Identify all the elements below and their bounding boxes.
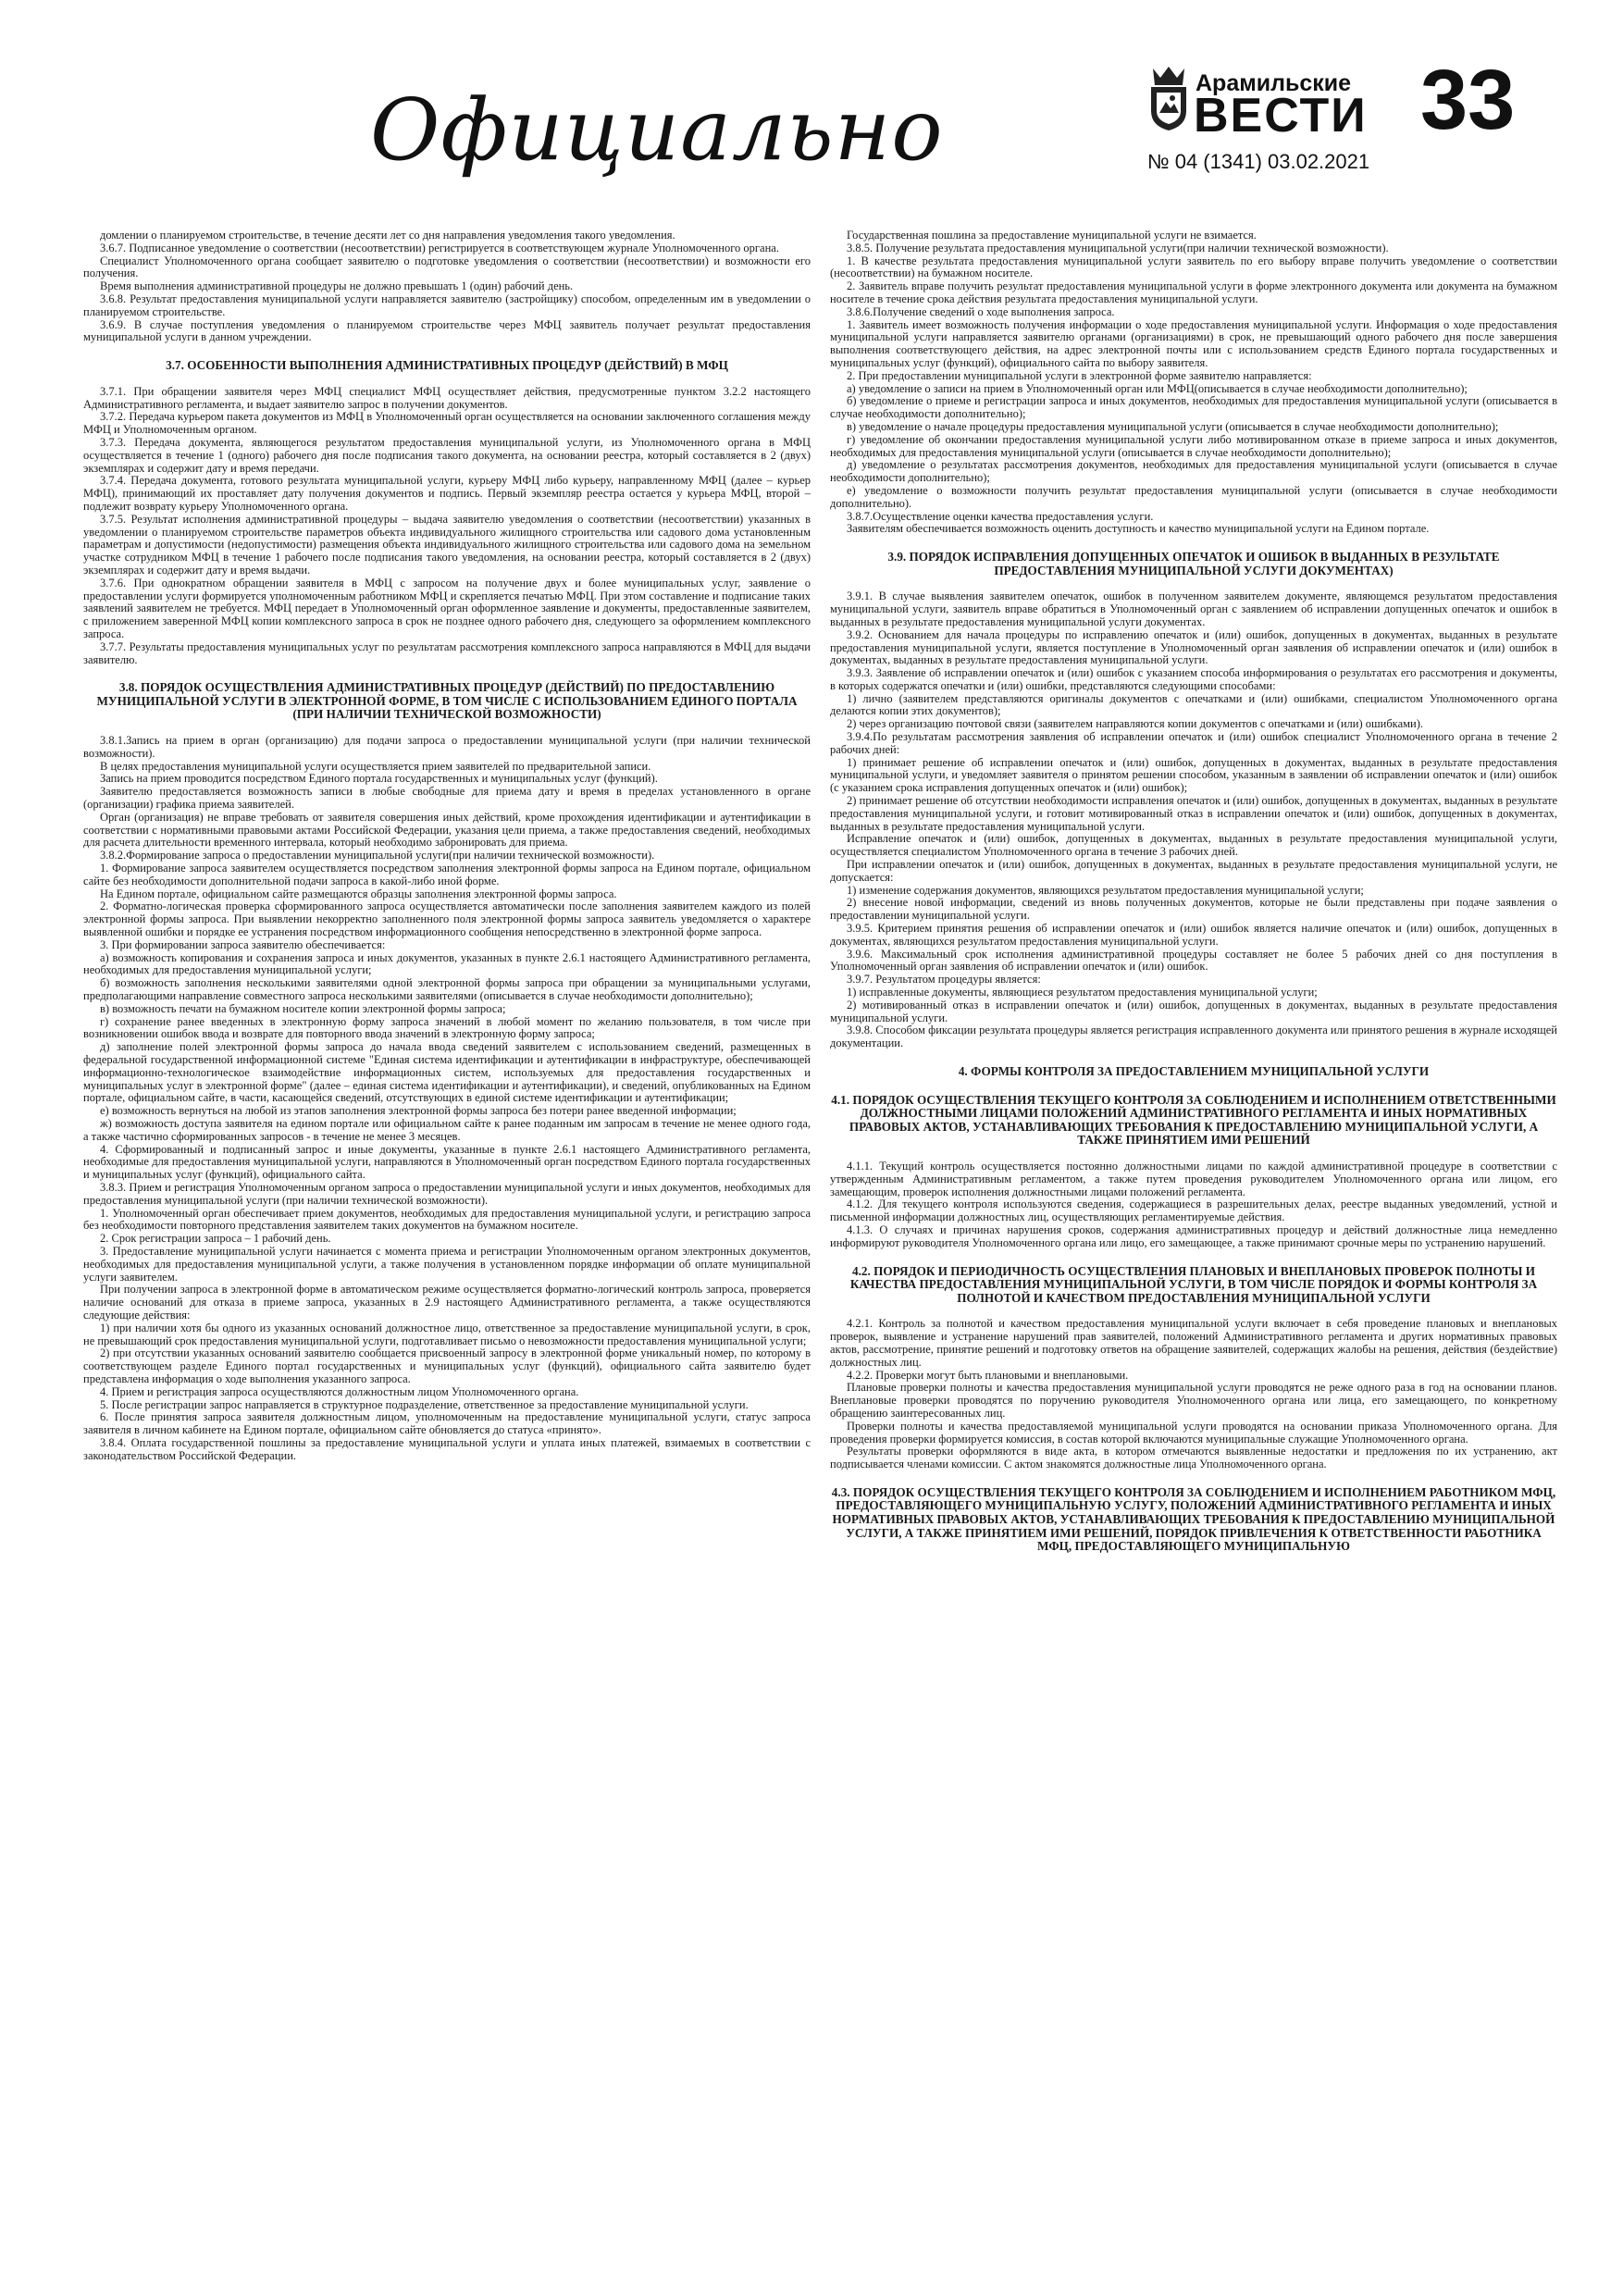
paragraph: 3.7.3. Передача документа, являющегося результатом предоставления муниципальной услуги, из Уполномоченного органа в МФЦ осуществляется в течение 1 (одного) рабочего дня после подписания такого документа, на основании реестра, который составляется в 2 (двух) экземплярах и содержит дату и время передачи. (83, 435, 811, 475)
paragraph: 1) принимает решение об исправлении опечаток и (или) ошибок, допущенных в документах, выданных в результате предоставления муниципальной услуги, и уведомляет заявителя о принятом решении способом, указанным в заявлении об исправлении опечаток и (или) ошибок (с указанием срока исправления допущенных опечаток и (или) ошибок); (830, 755, 1557, 795)
paragraph: 1. Уполномоченный орган обеспечивает прием документов, необходимых для предоставления муниципальной услуги, и регистрацию запроса без необходимости повторного представления заявителем таких документов на бумажном носителе. (83, 1206, 811, 1233)
paragraph: Время выполнения административной процедуры не должно превышать 1 (один) рабочий день. (100, 279, 574, 293)
paragraph: 3.9.8. Способом фиксации результата процедуры является регистрация исправленного документа или принятого решения в журнале исходящей документации. (830, 1024, 1557, 1050)
paragraph: Орган (организация) не вправе требовать от заявителя совершения иных действий, кроме прохождения идентификации и аутентификации в соответствии с нормативными правовыми актами Российской Федерации, указания цели приема, а также предоставления сведений, необходимых для расчета длительности временного интервала, который необходимо забронировать для приема. (83, 810, 811, 850)
paragraph: 3.8.5. Получение результата предоставления муниципальной услуги(при наличии технической возможности). (847, 241, 1389, 254)
section-heading: 3.7. ОСОБЕННОСТИ ВЫПОЛНЕНИЯ АДМИНИСТРАТИВНЫХ ПРОЦЕДУР (ДЕЙСТВИЙ) В МФЦ (166, 358, 728, 373)
paragraph: 2. Заявитель вправе получить результат предоставления муниципальной услуги в форме электронного документа или документа на бумажном носителе в течение срока действия результата предоставления муниципальной услуги. (830, 279, 1557, 305)
paragraph: 3.8.3. Прием и регистрация Уполномоченным органом запроса о предоставлении муниципальной услуги и иных документов, необходимых для предоставления муниципальной услуги (при наличии технической возможности). (83, 1180, 811, 1207)
paragraph: В целях предоставления муниципальной услуги осуществляется прием заявителей по предварительной записи. (100, 759, 651, 773)
paragraph: 3.9.2. Основанием для начала процедуры по исправлению опечаток и (или) ошибок, допущенных в документах, выданных в результате предоставления муниципальной услуги, является поступление в Уполномоченный орган заявления об исправлении опечаток и (или) ошибок в документах, выданных в результате предоставления муниципальной услуги. (830, 627, 1557, 667)
paragraph: 4.2.1. Контроль за полнотой и качеством предоставления муниципальной услуги включает в себя проведение плановых и внеплановых проверок, выявление и устранение нарушений прав заявителей, положений Административного регламента и других нормативных правовых актов, рассмотрение, принятие решений и подготовку ответов на обращение заявителей, содержащих жалобы на решения, действия (бездействие) должностных лиц. (830, 1317, 1557, 1369)
paragraph: в) возможность печати на бумажном носителе копии электронной формы запроса; (100, 1001, 506, 1015)
paragraph: 4.1.2. Для текущего контроля используются сведения, содержащиеся в разрешительных делах, реестре выданных уведомлений, устной и письменной информации должностных лиц, осуществляющих регламентируемые действия. (830, 1198, 1557, 1224)
paragraph: д) заполнение полей электронной формы запроса до начала ввода сведений заявителем с использованием сведений, размещенных в федеральной государственной информационной системе "Единая система идентификации и аутентификации в инфраструктуре, обеспечивающей информационно-технологическое взаимодействие информационных систем, используемых для предоставления государственных и муниципальных услуг в электронной форме" (далее – единая система идентификации и аутентификации), и сведений, опубликованных на Едином портале, официальном сайте, в части, касающейся сведений, отсутствующих в единой системе идентификации и аутентификации; (83, 1040, 811, 1105)
issue-number: № 04 (1341) 03.02.2021 (1147, 150, 1370, 173)
paragraph: На Едином портале, официальном сайте размещаются образцы заполнения электронной формы запроса. (100, 887, 617, 900)
paragraph: 4.1.1. Текущий контроль осуществляется постоянно должностными лицами по каждой административной процедуре в соответствии с утвержденным Административным регламентом, а также путем проведения руководителем Уполномоченного органа или лицом, его замещающим, проверок исполнения должностными лицами положений регламента. (830, 1159, 1557, 1198)
paragraph: д) уведомление о результатах рассмотрения документов, необходимых для предоставления муниципальной услуги (описывается в случае необходимости дополнительно); (830, 458, 1557, 485)
logo-subtitle: Арамильские (1196, 70, 1352, 96)
paragraph: 3.9.3. Заявление об исправлении опечаток и (или) ошибок с указанием способа информирования о результатах его рассмотрения и документы, в которых содержатся опечатки и (или) ошибки, представляются следующими способами: (830, 666, 1557, 692)
section-title: Официально (370, 81, 944, 180)
paragraph: 3.8.2.Формирование запроса о предоставлении муниципальной услуги(при наличии технической возможности). (100, 849, 655, 863)
paragraph: 3.6.7. Подписанное уведомление о соответствии (несоответствии) регистрируется в соответствующем журнале Уполномоченного органа. (100, 241, 779, 254)
paragraph: 3. Предоставление муниципальной услуги начинается с момента приема и регистрации Уполномоченным органом электронных документов, необходимых для предоставления муниципальной услуги, а также получения в установленном порядке информации об оплате муниципальной услуги заявителем. (83, 1244, 811, 1284)
paragraph: 2) внесение новой информации, сведений из вновь полученных документов, которые не были представлены при подаче заявления о предоставлении муниципальной услуги. (830, 896, 1557, 923)
right-text-column (830, 230, 1557, 2286)
paragraph: е) уведомление о возможности получить результат предоставления муниципальной услуги (описывается в случае необходимости дополнительно). (830, 483, 1557, 510)
newspaper-logo (1147, 65, 1369, 178)
paragraph: 2) через организацию почтовой связи (заявителем направляются копии документов с опечатками и (или) ошибками). (847, 717, 1424, 731)
paragraph: 2. Срок регистрации запроса – 1 рабочий день. (100, 1232, 331, 1246)
section-heading: 4.1. ПОРЯДОК ОСУЩЕСТВЛЕНИЯ ТЕКУЩЕГО КОНТРОЛЯ ЗА СОБЛЮДЕНИЕМ И ИСПОЛНЕНИЕМ ОТВЕТСТВЕННЫМИ ДОЛЖНОСТНЫМИ ЛИЦАМИ ПОЛОЖЕНИЙ АДМИНИСТРАТИВНОГО РЕГЛАМЕНТА И ИНЫХ НОРМАТИВНЫХ ПРАВОВЫХ АКТОВ, УСТАНАВЛИВАЮЩИХ ТРЕБОВАНИЯ К ПРЕДОСТАВЛЕНИЮ МУНИЦИПАЛЬНОЙ УСЛУГИ, А ТАКЖЕ ПРИНЯТИЕМ ИМИ РЕШЕНИЙ (831, 1092, 1556, 1148)
paragraph: 4.2.2. Проверки могут быть плановыми и внеплановыми. (847, 1368, 1129, 1382)
paragraph: 6. После принятия запроса заявителя должностным лицом, уполномоченным на предоставление муниципальной услуги, статус запроса заявителя в личном кабинете на Едином портале, официальном сайте обновляется до статуса «принято». (83, 1410, 811, 1437)
paragraph: Запись на прием проводится посредством Единого портала государственных и муниципальных услуг (функций). (100, 772, 658, 786)
paragraph: 3.8.6.Получение сведений о ходе выполнения запроса. (847, 304, 1115, 318)
paragraph: При получении запроса в электронной форме в автоматическом режиме осуществляется форматно-логический контроль запроса, проверяется наличие оснований для отказа в приеме запроса, указанных в 2.9 настоящего Административного регламента, а также осуществляются следующие действия: (83, 1283, 811, 1322)
paragraph: 2) мотивированный отказ в исправлении опечаток и (или) ошибок, допущенных в документах, выданных в результате предоставления муниципальной услуги. (830, 998, 1557, 1024)
paragraph: 3.7.4. Передача документа, готового результата муниципальной услуги, курьеру МФЦ либо курьеру, направленному МФЦ (далее – курьер МФЦ), принимающий их проставляет дату получения документов и подпись. Первый экземпляр реестра остается у курьера МФЦ, второй – подлежит возврату курьеру Уполномоченного органа. (83, 474, 811, 513)
paragraph: г) уведомление об окончании предоставления муниципальной услуги либо мотивированном отказе в приеме запроса и иных документов, необходимых для предоставления муниципальной услуги (описывается в случае необходимости дополнительно); (830, 432, 1557, 459)
paragraph: е) возможность вернуться на любой из этапов заполнения электронной формы запроса без потери ранее введенной информации; (100, 1104, 737, 1118)
page-number: 33 (1420, 53, 1516, 147)
paragraph: 1) при наличии хотя бы одного из указанных оснований должностное лицо, ответственное за предоставление муниципальной услуги, в срок, не превышающий срок предоставления муниципальной услуги, подготавливает письмо о невозможности предоставления муниципальной услуги; (83, 1321, 811, 1347)
paragraph: Результаты проверки оформляются в виде акта, в котором отмечаются выявленные недостатки и предложения по их устранению, акт подписывается членами комиссии. С актом знакомятся должностные лица Уполномоченного органа. (830, 1445, 1557, 1471)
paragraph: в) уведомление о начале процедуры предоставления муниципальной услуги (описывается в случае необходимости дополнительно); (847, 419, 1499, 433)
paragraph: 3.8.4. Оплата государственной пошлины за предоставление муниципальной услуги и уплата иных платежей, взимаемых в соответствии с законодательством Российской Федерации. (83, 1435, 811, 1462)
paragraph: 1. Заявитель имеет возможность получения информации о ходе предоставления муниципальной услуги. Информация о ходе предоставления муниципальной услуги направляется заявителю органами (организациями) в срок, не превышающий одного рабочего дня после завершения выполнения соответствующего действия, на адрес электронной почты или с использованием средств Единого портала государственных и муниципальных услуг (функций), официального сайта по выбору заявителя. (830, 317, 1557, 369)
section-heading: 4.2. ПОРЯДОК И ПЕРИОДИЧНОСТЬ ОСУЩЕСТВЛЕНИЯ ПЛАНОВЫХ И ВНЕПЛАНОВЫХ ПРОВЕРОК ПОЛНОТЫ И КАЧЕСТВА ПРЕДОСТАВЛЕНИЯ МУНИЦИПАЛЬНОЙ УСЛУГИ, В ТОМ ЧИСЛЕ ПОРЯДОК И ФОРМЫ КОНТРОЛЯ ЗА ПОЛНОТОЙ И КАЧЕСТВОМ ПРЕДОСТАВЛЕНИЯ МУНИЦИПАЛЬНОЙ УСЛУГИ (849, 1263, 1538, 1305)
paragraph: 3.7.1. При обращении заявителя через МФЦ специалист МФЦ осуществляет действия, предусмотренные пунктом 3.2.2 настоящего Административного регламента, и выдает заявителю запрос в получении документов. (83, 384, 811, 411)
paragraph: 2) при отсутствии указанных оснований заявителю сообщается присвоенный запросу в электронной форме уникальный номер, по которому в соответствующем разделе Единого портал государственных и муниципальных услуг (функций), официального сайта заявителю будет представлена информация о ходе выполнения указанного запроса. (83, 1347, 811, 1385)
paragraph: Заявителям обеспечивается возможность оценить доступность и качество муниципальной услуги на Едином портале. (847, 522, 1430, 536)
paragraph: Плановые проверки полноты и качества предоставления муниципальной услуги проводятся не реже одного раза в год на основании планов. Внеплановые проверки проводятся по поручению руководителя Уполномоченного органа или лица, его замещающего, по конкретному обращению заинтересованных лиц. (830, 1381, 1557, 1420)
section-heading: 3.9. ПОРЯДОК ИСПРАВЛЕНИЯ ДОПУЩЕННЫХ ОПЕЧАТОК И ОШИБОК В ВЫДАННЫХ В РЕЗУЛЬТАТЕ ПРЕДОСТАВЛЕНИЯ МУНИЦИПАЛЬНОЙ УСЛУГИ ДОКУМЕНТАХ) (887, 550, 1500, 577)
paragraph: а) возможность копирования и сохранения запроса и иных документов, указанных в пункте 2.6.1 настоящего Административного регламента, необходимых для предоставления муниципальной услуги; (83, 950, 811, 977)
paragraph: Специалист Уполномоченного органа сообщает заявителю о подготовке уведомления о соответствии (несоответствии) и возможности его получения. (83, 254, 811, 280)
paragraph: 3.8.1.Запись на прием в орган (организацию) для подачи запроса о предоставлении муниципальной услуги (при наличии технической возможности). (83, 734, 811, 760)
paragraph: 3.9.4.По результатам рассмотрения заявления об исправлении опечаток и (или) ошибок специалист Уполномоченного органа в течение 2 рабочих дней: (830, 730, 1557, 756)
paragraph: 1) изменение содержания документов, являющихся результатом предоставления муниципальной услуги; (847, 883, 1364, 897)
paragraph: При исправлении опечаток и (или) ошибок, допущенных в документах, выданных в результате предоставления муниципальной услуги, не допускается: (830, 858, 1557, 884)
paragraph: 3.9.1. В случае выявления заявителем опечаток, ошибок в полученном заявителем документе, являющемся результатом предоставления муниципальной услуги, заявитель вправе обратиться в Уполномоченный орган с заявлением об исправлении допущенных опечаток и ошибок в выданных в результате предоставления муниципальной услуги документах. (830, 590, 1557, 628)
paragraph: 4. Сформированный и подписанный запрос и иные документы, указанные в пункте 2.6.1 настоящего Административного регламента, необходимые для предоставления муниципальной услуги, направляются в Уполномоченный орган посредством Единого портала государственных и муниципальных услуг (функций), официального сайта. (83, 1142, 811, 1182)
paragraph: 3. При формировании запроса заявителю обеспечивается: (100, 937, 386, 951)
section-heading: 4. ФОРМЫ КОНТРОЛЯ ЗА ПРЕДОСТАВЛЕНИЕМ МУНИЦИПАЛЬНОЙ УСЛУГИ (958, 1064, 1430, 1078)
paragraph: 3.9.7. Результатом процедуры является: (847, 973, 1041, 987)
paragraph: 3.7.5. Результат исполнения административной процедуры – выдача заявителю уведомления о соответствии (несоответствии) указанных в уведомлении о планируемом строительстве параметров объекта индивидуального жилищного строительства или садового дома установленным параметрам и допустимости (недопустимости) размещения объекта индивидуального жилищного строительства или садового дома на земельном участке сотрудником МФЦ в течение 1 рабочего после подписания такого уведомления, на основании реестра, который составляется в 2 (двух) экземплярах и содержит дату и время выдачи. (83, 512, 811, 577)
paragraph: Исправление опечаток и (или) ошибок, допущенных в документах, выданных в результате предоставления муниципальной услуги, осуществляется специалистом Уполномоченного органа в течение 3 рабочих дней. (830, 832, 1557, 859)
paragraph: 3.8.7.Осуществление оценки качества предоставления услуги. (847, 509, 1154, 523)
paragraph: 3.7.7. Результаты предоставления муниципальных услуг по результатам рассмотрения комплексного запроса направляются в МФЦ для выдачи заявителю. (83, 639, 811, 666)
paragraph: 3.9.5. Критерием принятия решения об исправлении опечаток и (или) ошибок является наличие опечаток и (или) ошибок, допущенных в документах, являющихся результатом предоставления муниципальной услуги. (830, 922, 1557, 948)
section-heading: 3.8. ПОРЯДОК ОСУЩЕСТВЛЕНИЯ АДМИНИСТРАТИВНЫХ ПРОЦЕДУР (ДЕЙСТВИЙ) ПО ПРЕДОСТАВЛЕНИЮ МУНИЦИПАЛЬНОЙ УСЛУГИ В ЭЛЕКТРОННОЙ ФОРМЕ, В ТОМ ЧИСЛЕ С ИСПОЛЬЗОВАНИЕМ ЕДИНОГО ПОРТАЛА (ПРИ НАЛИЧИИ ТЕХНИЧЕСКОЙ ВОЗМОЖНОСТИ) (96, 680, 798, 722)
paragraph: 3.9.6. Максимальный срок исполнения административной процедуры составляет не более 5 рабочих дней со дня поступления в Уполномоченный орган заявления об исправлении опечаток и (или) ошибок. (830, 947, 1557, 974)
paragraph: а) уведомление о записи на прием в Уполномоченный орган или МФЦ(описывается в случае необходимости дополнительно); (847, 381, 1468, 395)
paragraph: домлении о планируемом строительстве, в течение десяти лет со дня направления уведомления такого уведомления. (100, 230, 675, 242)
paragraph: 3.7.2. Передача курьером пакета документов из МФЦ в Уполномоченный орган осуществляется на основании заключенного соглашения между МФЦ и Уполномоченным органом. (83, 410, 811, 437)
left-text-column (83, 230, 811, 2286)
paragraph: 2. При предоставлении муниципальной услуги в электронной форме заявителю направляется: (847, 368, 1312, 382)
paragraph: 3.6.9. В случае поступления уведомления о планируемом строительстве через МФЦ заявитель получает результат предоставления муниципальной услуги в данном учреждении. (83, 317, 811, 344)
paragraph: 2. Форматно-логическая проверка сформированного запроса осуществляется автоматически после заполнения заявителем каждого из полей электронной формы запроса. При выявлении некорректно заполненного поля электронной формы запроса заявитель уведомляется о характере выявленной ошибки и порядке ее устранения посредством информационного сообщения непосредственно в электронной форме запроса. (83, 900, 811, 939)
paragraph: 1. В качестве результата предоставления муниципальной услуги заявитель по его выбору вправе получить уведомление о соответствии (несоответствии) на бумажном носителе. (830, 254, 1557, 280)
paragraph: 2) принимает решение об отсутствии необходимости исправления опечаток и (или) ошибок, допущенных в документах, выданных в результате предоставления муниципальной услуги, и готовит мотивированный отказ в исправлении опечаток и (или) ошибок, допущенных в документах, выданных в результате предоставления муниципальной услуги. (830, 794, 1557, 833)
paragraph: б) уведомление о приеме и регистрации запроса и иных документов, необходимых для предоставления муниципальной услуги (описывается в случае необходимости дополнительно); (830, 394, 1557, 421)
paragraph: 4.1.3. О случаях и причинах нарушения сроков, содержания административных процедур и действий должностные лица немедленно информируют руководителя Уполномоченного органа или лицо, его замещающее, а также принимают срочные меры по устранению нарушений. (830, 1222, 1557, 1249)
paragraph: 3.6.8. Результат предоставления муниципальной услуги направляется заявителю (застройщику) способом, определенным им в уведомлении о планируемом строительстве. (83, 292, 811, 318)
paragraph: Государственная пошлина за предоставление муниципальной услуги не взимается. (847, 230, 1257, 242)
paragraph: г) сохранение ранее введенных в электронную форму запроса значений в любой момент по желанию пользователя, в том числе при возникновении ошибок ввода и возврате для повторного ввода значений в электронную форму запроса; (83, 1014, 811, 1041)
paragraph: Заявителю предоставляется возможность записи в любые свободные для приема дату и время в пределах установленного в органе (организации) графика приема заявителей. (83, 785, 811, 812)
paragraph: 1) лично (заявителем представляются оригиналы документов с опечатками и (или) ошибками, специалистом Уполномоченного органа делаются копии этих документов); (830, 691, 1557, 718)
logo-title: ВЕСТИ (1194, 89, 1368, 143)
paragraph: Проверки полноты и качества предоставляемой муниципальной услуги проводятся на основании приказа Уполномоченного органа. Для проведения проверки формируется комиссия, в состав которой включаются муниципальные служащие Уполномоченного органа. (830, 1419, 1557, 1446)
paragraph: 1. Формирование запроса заявителем осуществляется посредством заполнения электронной формы запроса на Едином портале, официальном сайте без необходимости дополнительной подачи запроса в какой-либо иной форме. (83, 862, 811, 887)
paragraph: 4. Прием и регистрация запроса осуществляются должностным лицом Уполномоченного органа. (100, 1384, 579, 1398)
paragraph: 3.7.6. При однократном обращении заявителя в МФЦ с запросом на получение двух и более муниципальных услуг, заявление о предоставлении услуги формируется уполномоченным работником МФЦ и скрепляется печатью МФЦ. При этом составление и подписание таких заявлений заявителем не требуется. МФЦ передает в Уполномоченный орган оформленное заявление и документы, предоставленные заявителем, с приложением заверенной МФЦ копии комплексного запроса в срок не позднее одного рабочего дня, следующего за оформлением комплексного запроса. (83, 576, 811, 640)
city-emblem-icon (1147, 65, 1190, 131)
section-heading: 4.3. ПОРЯДОК ОСУЩЕСТВЛЕНИЯ ТЕКУЩЕГО КОНТРОЛЯ ЗА СОБЛЮДЕНИЕМ И ИСПОЛНЕНИЕМ РАБОТНИКОМ МФЦ, ПРЕДОСТАВЛЯЮЩЕГО МУНИЦИПАЛЬНУЮ УСЛУГУ, ПОЛОЖЕНИЙ АДМИНИСТРАТИВНОГО РЕГЛАМЕНТА И ИНЫХ НОРМАТИВНЫХ ПРАВОВЫХ АКТОВ, УСТАНАВЛИВАЮЩИХ ТРЕБОВАНИЯ К ПРЕДОСТАВЛЕНИЮ МУНИЦИПАЛЬНОЙ УСЛУГИ, А ТАКЖЕ ПРИНЯТИЕМ ИМИ РЕШЕНИЙ, ПОРЯДОК ПРИВЛЕЧЕНИЯ К ОТВЕТСТВЕННОСТИ РАБОТНИКА МФЦ, ПРЕДОСТАВЛЯЮЩЕГО МУНИЦИПАЛЬНУЮ (831, 1484, 1556, 1554)
paragraph: 1) исправленные документы, являющиеся результатом предоставления муниципальной услуги; (847, 986, 1318, 999)
paragraph: б) возможность заполнения несколькими заявителями одной электронной формы запроса при обращении за муниципальными услугами, предполагающими направление совместного запроса несколькими заявителями (описывается в случае необходимости дополнительно); (83, 976, 811, 1003)
paragraph: ж) возможность доступа заявителя на едином портале или официальном сайте к ранее поданным им запросам в течение не менее одного года, а также частично сформированных запросов - в течение не менее 3 месяцев. (83, 1116, 811, 1143)
paragraph: 5. После регистрации запрос направляется в структурное подразделение, ответственное за предоставление муниципальной услуги. (100, 1397, 749, 1411)
